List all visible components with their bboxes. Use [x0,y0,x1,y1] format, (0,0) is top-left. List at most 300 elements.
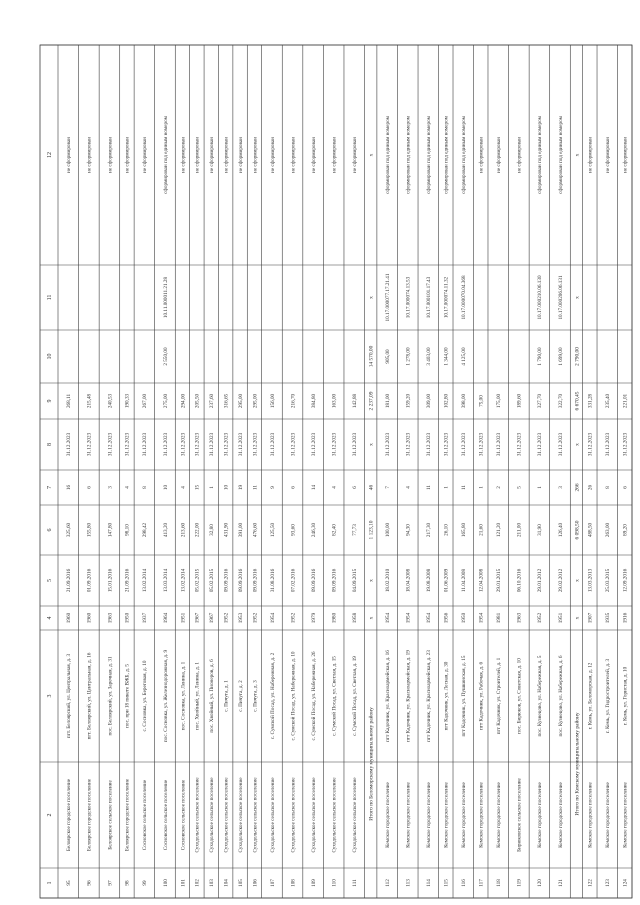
cell-settlement: Сосновское сельское поселение [180,779,187,851]
cell-address: с. Пичуга, д. 1 [223,680,230,712]
cell-address: пос. Хвойный, ул. Ленина, д. 1 [194,662,201,730]
cell-resettle-date: 31.12.2023 [124,432,131,457]
cell-address: пос. Сосновка, ул. Ленина, д. 1 [180,661,187,731]
cell-row-number: 114 [426,879,433,887]
cell-residents: 16 [66,484,73,491]
cell-settlement: Суходольское сельское поселение [252,777,259,853]
cell-cadastral-number: 10.17.000074.11.32 [443,276,450,319]
cell-address: с. Сумской Посад, ул. Набережная, д. 26 [310,651,317,741]
cell-address: с. Сумской Посад, ул. Светлая, д. 15 [331,656,338,736]
cell-resettle-date: 31.12.2023 [86,432,93,457]
cell-resettle-date: 31.12.2023 [405,432,412,457]
cell-settlement: Кемское городское поселение [557,782,564,848]
cell-year-built: 1967 [194,612,201,624]
cell-resettle-date: 31.12.2023 [426,432,433,457]
cell-year-built: 1950 [461,612,468,624]
cell-address: пос. Хвойный, ул. Пионеров, д. 6 [209,659,216,733]
cell-cadastral-number: 10.17.000210.06.130 [537,275,544,320]
cell-address: с. Сосновка, ул. Береговая, д. 10 [142,660,149,732]
cell-year-built: 1958 [352,612,359,624]
cell-residents: 11 [461,485,468,490]
column-number-date-emergency: 5 [47,579,54,582]
cell-year-built: 1979 [310,612,317,624]
cell-date-emergency: 29.01.2012 [537,568,544,593]
cell-date-emergency: 07.02.2016 [290,568,297,593]
cell-address: пос. Сосновка, ул. Железнодорожная, д. 9 [162,649,169,743]
cell-address: пос. Кузнецово, ул. Набережная, д. 6 [557,655,564,737]
cell-area: 121,20 [496,522,503,538]
cell-settlement: Суходольское сельское поселение [352,777,359,853]
cell-area: 211,00 [516,522,523,538]
cell-address: пгт Кадочник, ул. Красноармейская, д. 19 [405,650,412,742]
cell-address: с. Пичуга, д. 3 [252,680,259,712]
cell-cadastral-number: 10.11.000011.21.28 [162,276,169,319]
total-land-status: x [574,153,581,157]
cell-residents: 26 [587,484,594,491]
column-number-row-number: 1 [47,881,54,885]
cell-residents: 3 [107,486,114,489]
cell-date-emergency: 13.03.2013 [587,568,594,593]
cell-amount: 1 699,00 [557,347,564,366]
total-area: 6 098,50 [574,520,581,540]
cell-resettle-area: 316,65 [223,393,230,409]
cell-resettle-date: 31.12.2023 [310,432,317,457]
cell-area: 26,10 [443,524,450,536]
cell-residents: 4 [331,486,338,489]
cell-land-status: сформирован под единым номером [426,116,433,194]
cell-date-emergency: 29.01.2015 [496,568,503,593]
cell-settlement: Бирюковское сельское поселение [516,778,523,852]
cell-area: 298,42 [142,522,149,538]
cell-settlement: Кемское городское поселение [622,782,629,848]
cell-amount: 905,00 [384,349,391,364]
cell-land-status: не сформирован [107,137,114,173]
cell-area: 31,90 [537,524,544,536]
cell-address: г. Кемь, ул. Гидростроителей, д. 3 [605,658,612,734]
cell-resettle-area: 327,70 [537,393,544,409]
cell-address: с. Сумской Посад, ул. Светлая, д. 19 [352,656,359,736]
cell-row-number: 109 [310,879,317,887]
cell-row-number: 119 [516,879,523,887]
cell-address: пос. Белоярский, ул. Заречная, д. 31 [107,656,114,736]
cell-resettle-date: 31.12.2023 [537,432,544,457]
cell-resettle-area: 142,88 [352,393,359,409]
cell-row-number: 122 [587,879,594,887]
cell-address: пгт Кадочник, ул. Рабочая, д. 6 [478,661,485,731]
cell-resettle-area: 331,28 [587,393,594,409]
cell-row-number: 98 [124,880,131,886]
cell-address: пос. Бирюков, ул. Советская, д. 10 [516,658,523,734]
cell-date-emergency: 31.08.2016 [269,568,276,593]
cell-date-emergency: 04.09.2015 [352,568,359,593]
cell-area: 126,40 [557,522,564,538]
cell-resettle-area: 384,80 [310,393,317,409]
cell-resettle-area: 240,53 [107,393,114,409]
cell-land-status: не сформирован [622,137,629,173]
cell-resettle-date: 31.12.2023 [162,432,169,457]
cell-residents: 1 [478,486,485,489]
cell-year-built: 1960 [86,612,93,624]
cell-area: 21,60 [478,524,485,536]
cell-area: 222,00 [194,522,201,538]
cell-row-number: 113 [405,879,412,887]
total-land-status: x [368,153,375,157]
cell-resettle-date: 31.12.2023 [107,432,114,457]
cell-land-status: не сформирован [352,137,359,173]
cell-residents: 8 [605,486,612,489]
total-residents: 266 [574,483,581,492]
cell-area: 246,30 [310,522,317,538]
cell-date-emergency: 21.09.2016 [124,568,131,593]
cell-date-emergency: 25.03.2015 [605,568,612,593]
cell-area: 89,20 [622,524,629,536]
cell-address: с. Сумской Посад, ул. Набережная, д. 10 [290,651,297,741]
cell-resettle-area: 295,00 [252,393,259,409]
cell-land-status: не сформирован [237,137,244,173]
column-number-resettle-area: 9 [47,399,54,403]
cell-row-number: 107 [269,879,276,887]
cell-date-emergency: 12.04.2008 [478,568,485,593]
cell-settlement: Суходольское сельское поселение [194,777,201,853]
cell-year-built: 1980 [331,612,338,624]
cell-settlement: Кемское городское поселение [461,782,468,848]
cell-settlement: Кемское городское поселение [426,782,433,848]
cell-area: 100,00 [384,522,391,538]
cell-address: пгт Кадочник, ул. Красноармейская, д. 16 [384,650,391,742]
cell-cadastral-number: 10.17.000070.04.368 [461,275,468,320]
cell-residents: 6 [290,486,297,489]
cell-area: 93,60 [290,524,297,536]
cell-residents: 19 [237,484,244,491]
cell-year-built: 1952 [290,612,297,624]
cell-residents: 1 [537,486,544,489]
cell-resettle-area: 189,60 [516,393,523,409]
cell-resettle-area: 190,33 [124,393,131,409]
cell-date-emergency: 19.08.2008 [426,568,433,593]
cell-resettle-area: 181,00 [384,393,391,409]
cell-year-built: 1935 [605,612,612,624]
cell-row-number: 111 [352,879,359,887]
cell-residents: 4 [405,486,412,489]
cell-date-emergency: 12.09.2016 [622,568,629,593]
cell-residents: 1 [209,486,216,489]
cell-year-built: 1960 [66,612,73,624]
cell-land-status: не сформирован [142,137,149,173]
total-cadastral-number: x [368,296,375,299]
cell-settlement: Кемское городское поселение [605,782,612,848]
cell-settlement: Суходольское сельское поселение [331,777,338,853]
cell-date-emergency: 15.01.2016 [107,568,114,593]
cell-year-built: 1981 [496,612,503,624]
cell-area: 32,80 [209,524,216,536]
cell-row-number: 112 [384,879,391,887]
cell-resettle-area: 163,00 [331,393,338,409]
cell-address: пос. Кузнецово, ул. Набережная, д. 5 [537,655,544,737]
column-number-residents: 7 [47,486,54,489]
cell-resettle-area: 295,00 [237,393,244,409]
cell-row-number: 115 [443,879,450,887]
cell-residents: 6 [352,486,359,489]
total-cadastral-number: x [574,296,581,299]
cell-residents: 1 [443,486,450,489]
cell-row-number: 124 [622,879,629,887]
cell-residents: 2 [496,486,503,489]
cell-residents: 8 [142,486,149,489]
cell-row-number: 101 [180,879,187,887]
cell-row-number: 123 [605,879,612,887]
cell-settlement: Кемское городское поселение [478,782,485,848]
cell-amount: 1 790,00 [537,347,544,366]
cell-land-status: не сформирован [290,137,297,173]
cell-resettle-area: 237,60 [209,393,216,409]
cell-amount: 1 278,00 [405,347,412,366]
column-number-address: 3 [47,694,54,698]
cell-residents: 9 [269,486,276,489]
cell-area: 391,00 [237,522,244,538]
cell-amount: 2 550,00 [162,347,169,366]
cell-cadastral-number: 10.17.000101.17.43 [426,276,433,319]
cell-date-emergency: 01.06.2009 [443,568,450,593]
total-date-emergency: x [368,579,375,582]
cell-row-number: 120 [537,879,544,887]
cell-area: 325,60 [66,522,73,538]
cell-resettle-area: 235,40 [605,393,612,409]
cell-area: 98,10 [124,524,131,536]
cell-date-emergency: 01.09.2016 [86,568,93,593]
cell-resettle-area: 216,70 [290,393,297,409]
cell-cadastral-number: 10.17.000077.17.21.41 [384,273,391,322]
cell-resettle-area: 205,50 [194,393,201,409]
cell-settlement: Кемское городское поселение [384,782,391,848]
cell-address: пгт Кадочник, ул. Строителей, д. 1 [496,657,503,735]
cell-resettle-area: 159,20 [405,393,412,409]
cell-residents: 15 [194,484,201,491]
cell-residents: 3 [557,486,564,489]
cell-resettle-area: 275,00 [162,393,169,409]
cell-land-status: сформирован под единым номером [443,116,450,194]
cell-settlement: Суходольское сельское поселение [209,777,216,853]
cell-area: 213,60 [180,522,187,538]
cell-address: г. Кемь, ул. Беломорская, д. 12 [587,662,594,730]
cell-resettle-date: 31.12.2023 [209,432,216,457]
cell-resettle-date: 31.12.2023 [352,432,359,457]
cell-year-built: 1952 [537,612,544,624]
cell-land-status: не сформирован [180,137,187,173]
cell-resettle-date: 31.12.2023 [461,432,468,457]
cell-land-status: не сформирован [310,137,317,173]
cell-settlement: Белоярское сельское поселение [107,780,114,850]
cell-year-built: 1963 [516,612,523,624]
cell-area: 165,80 [461,522,468,538]
cell-date-emergency: 21.09.2016 [66,568,73,593]
cell-address: пгт Кадочник, ул. Пушкинская, д. 15 [461,655,468,737]
cell-resettle-date: 31.12.2023 [622,432,629,457]
cell-row-number: 96 [86,880,93,886]
cell-land-status: сформирован под единым номером [537,116,544,194]
cell-resettle-date: 31.12.2023 [237,432,244,457]
total-label: Итого по Кемскому муниципальному району [574,712,581,816]
cell-residents: 10 [162,484,169,491]
cell-settlement: Белоярское городское поселение [86,778,93,852]
cell-residents: 6 [622,486,629,489]
cell-year-built: 1954 [426,612,433,624]
cell-address: с. Пичуга, д. 2 [237,680,244,712]
cell-land-status: сформирован под единым номером [162,116,169,194]
cell-residents: 5 [516,486,523,489]
cell-land-status: не сформирован [252,137,259,173]
cell-row-number: 100 [162,879,169,887]
cell-row-number: 121 [557,879,564,887]
cell-year-built: 1956 [443,612,450,624]
total-label: Итого по Беломорскому муниципальному району [368,707,375,821]
cell-residents: 10 [223,484,230,491]
cell-date-emergency: 13.03.2014 [162,568,169,593]
cell-row-number: 99 [142,880,149,886]
cell-year-built: 1954 [478,612,485,624]
cell-residents: 6 [86,486,93,489]
cell-resettle-area: 102,80 [443,393,450,409]
cell-year-built: 1954 [405,612,412,624]
cell-date-emergency: 11.04.2008 [461,568,468,593]
column-number-cadastral-number: 11 [47,294,54,301]
cell-resettle-date: 31.12.2023 [384,432,391,457]
cell-residents: 4 [124,486,131,489]
total-year-built: x [574,616,581,620]
cell-row-number: 118 [496,879,503,887]
cell-resettle-area: 221,01 [622,393,629,409]
cell-area: 125,50 [269,522,276,538]
cell-resettle-area: 75,00 [478,395,485,407]
cell-row-number: 110 [331,879,338,887]
cell-land-status: не сформирован [86,137,93,173]
cell-year-built: 1951 [180,612,187,624]
cell-address: пгт Кадочник, ул. Красноармейская, д. 23 [426,650,433,742]
cell-settlement: Кемское городское поселение [496,782,503,848]
cell-address: пгт Кадочник, ул. Лесная, д. 30 [443,661,450,731]
cell-resettle-date: 31.12.2023 [194,432,201,457]
cell-area: 488,50 [587,522,594,538]
cell-date-emergency: 05.02.2015 [209,568,216,593]
cell-residents: 11 [252,485,259,490]
cell-settlement: Кемское городское поселение [405,782,412,848]
cell-resettle-date: 31.12.2023 [66,432,73,457]
cell-row-number: 95 [66,880,73,886]
cell-address: пгт. Белоярский, ул. Центральная, д. 16 [86,652,93,740]
cell-settlement: Суходольское сельское поселение [223,777,230,853]
cell-row-number: 108 [290,879,297,887]
total-residents: 46 [368,484,375,491]
cell-area: 155,80 [86,522,93,538]
cell-date-emergency: 06.10.2016 [516,568,523,593]
cell-year-built: 1952 [252,612,259,624]
cell-row-number: 103 [209,879,216,887]
cell-resettle-area: 267,00 [142,393,149,409]
cell-settlement: Сосновское сельское поселение [162,779,169,851]
cell-settlement: Сосновское сельское поселение [142,779,149,851]
column-number-amount: 10 [47,353,54,360]
cell-year-built: 1952 [223,612,230,624]
cell-amount: 3 403,00 [426,347,433,366]
cell-row-number: 106 [252,879,259,887]
cell-resettle-date: 31.12.2023 [252,432,259,457]
cell-resettle-date: 31.12.2023 [443,432,450,457]
cell-cadastral-number: 10.17.000074.13.53 [405,276,412,319]
cell-resettle-area: 156,00 [269,393,276,409]
cell-date-emergency: 13.02.2014 [180,568,187,593]
cell-resettle-area: 322,70 [557,393,564,409]
cell-year-built: 1963 [107,612,114,624]
cell-resettle-area: 294,00 [180,393,187,409]
total-resettle-area: 2 237,09 [368,391,375,411]
cell-row-number: 105 [237,879,244,887]
cell-settlement: Суходольское сельское поселение [310,777,317,853]
cell-resettle-date: 31.12.2023 [331,432,338,457]
cell-date-emergency: 18.04.2008 [405,568,412,593]
cell-land-status: сформирован под единым номером [384,116,391,194]
cell-year-built: 1964 [162,612,169,624]
cell-residents: 4 [180,486,187,489]
cell-year-built: 1954 [269,612,276,624]
cell-land-status: сформирован под единым номером [405,116,412,194]
total-resettle-area: 6 670,45 [574,391,581,411]
cell-settlement: Кемское городское поселение [537,782,544,848]
cell-resettle-date: 31.12.2023 [516,432,523,457]
cell-area: 263,00 [605,522,612,538]
cell-row-number: 97 [107,880,114,886]
cell-area: 82,40 [331,524,338,536]
total-year-built: x [368,616,375,620]
cell-amount: 1 344,00 [443,347,450,366]
cell-settlement: Суходольское сельское поселение [290,777,297,853]
cell-area: 431,90 [223,522,230,538]
cell-resettle-area: 309,00 [426,393,433,409]
cell-resettle-date: 31.12.2023 [605,432,612,457]
cell-date-emergency: 18.02.2010 [384,568,391,593]
cell-year-built: 1967 [209,612,216,624]
cell-settlement: Белоярское городское поселение [66,778,73,852]
cell-date-emergency: 09.09.2016 [252,568,259,593]
column-number-resettle-date: 8 [47,443,54,446]
cell-area: 147,80 [107,522,114,538]
cell-residents: 14 [310,484,317,491]
cell-resettle-area: 398,00 [461,393,468,409]
cell-address: пос. при 18 пикете ВЖБ, д. 5 [124,664,131,728]
cell-year-built: 1953 [237,612,244,624]
cell-address: г. Кемь, ул. Гористая, д. 10 [622,666,629,726]
cell-land-status: не сформирован [194,137,201,173]
cell-land-status: не сформирован [209,137,216,173]
cell-land-status: сформирован под единым номером [557,116,564,194]
cell-area: 476,60 [252,522,259,538]
cell-date-emergency: 05.02.2015 [194,568,201,593]
cell-date-emergency: 09.09.2016 [331,568,338,593]
cell-date-emergency: 09.09.2016 [310,568,317,593]
cell-land-status: сформирован под единым номером [461,116,468,194]
total-area: 1 123,10 [368,520,375,540]
cell-resettle-date: 31.12.2023 [587,432,594,457]
column-number-settlement: 2 [47,813,54,817]
cell-resettle-date: 31.12.2023 [496,432,503,457]
cell-year-built: 1916 [622,612,629,624]
cell-year-built: 1907 [587,612,594,624]
column-number-area: 6 [47,528,54,532]
cell-row-number: 116 [461,879,468,887]
total-date-emergency: x [574,579,581,582]
cell-settlement: Кемское городское поселение [587,782,594,848]
cell-year-built: 1937 [142,612,149,624]
cell-settlement: Суходольское сельское поселение [269,777,276,853]
cell-resettle-date: 31.12.2023 [269,432,276,457]
